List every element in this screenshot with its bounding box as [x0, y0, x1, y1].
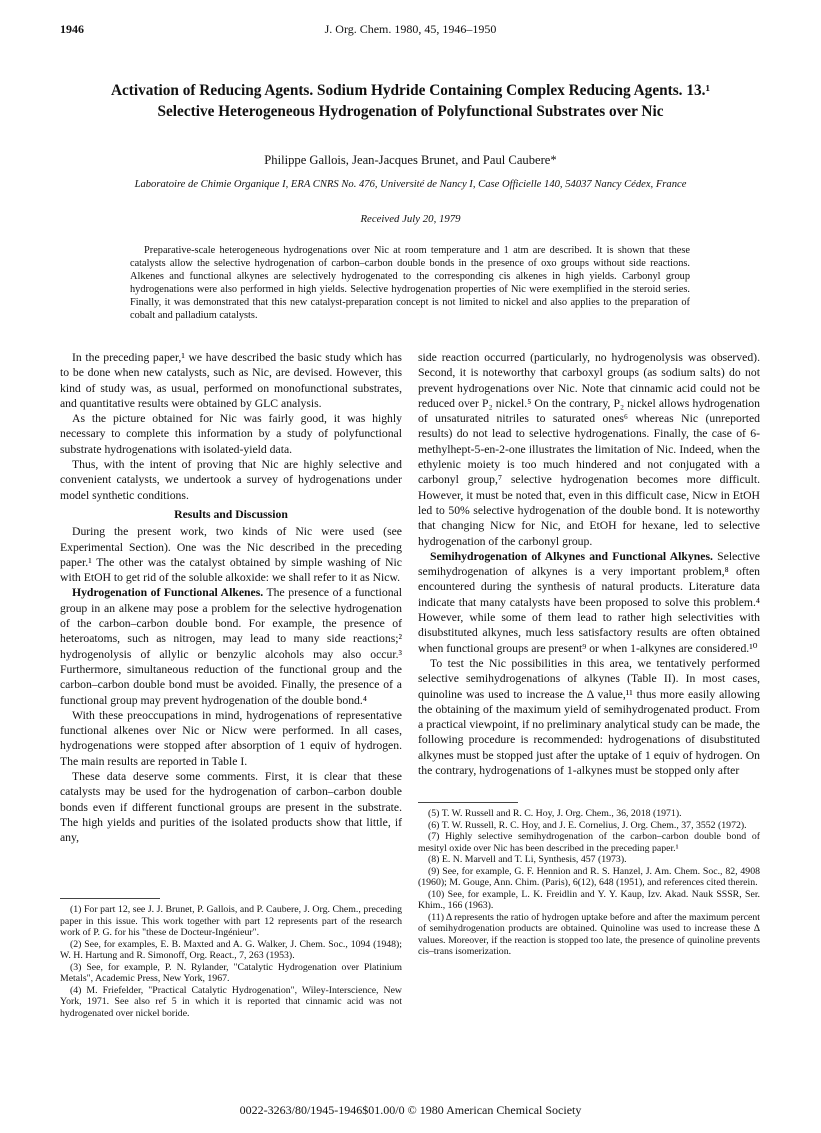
subsection-heading: Hydrogenation of Functional Alkenes. [72, 586, 264, 600]
paragraph-text: The presence of a functional group in an alkene may pose a problem for the selective hydrogenation of the carbon–carbon double bond. For example, the presence of heteroatoms, such as nitrogen, may lead to many side reactions;² hydrogenolysis of allylic or benzylic alcohols may also occur.³ Furthermore, simultaneous reduction of the functional group and the carbon–carbon double bond must be avoided. Finally, the presence of a functional group may prevent hydrogenation of the double bond.⁴ [60, 586, 402, 707]
footnote: (5) T. W. Russell and R. C. Hoy, J. Org. Chem., 36, 2018 (1971). [428, 808, 682, 819]
footnotes-left [60, 904, 402, 1019]
copyright-line: 0022-3263/80/1945-1946$01.00/0 © 1980 American Chemical Society [239, 1103, 582, 1117]
footnotes-right [418, 808, 760, 958]
paragraph: With these preoccupations in mind, hydrogenations of representative functional alkenes over Nic or Nicw were performed. In all cases, hydrogenations were stopped after absorption of 1 equiv of hydrogen. The main results are reported in Table I. [60, 708, 402, 768]
paragraph [60, 585, 402, 707]
paragraph: Thus, with the intent of proving that Nic are highly selective and convenient catalysts, we undertook a survey of hydrogenations under model synthetic conditions. [60, 458, 402, 502]
footnote: (2) See, for examples, E. B. Maxted and A. G. Walker, J. Chem. Soc., 1094 (1948); W. H. Hartung and R. Simonoff, Org. React., 7, 263 (1953). [60, 938, 402, 961]
footnote: (3) See, for example, P. N. Rylander, "Catalytic Hydrogenation over Platinium Metals", Academic Press, New York, 1967. [60, 961, 402, 984]
section-heading: Results and Discussion [174, 507, 288, 521]
paragraph [418, 549, 760, 656]
footnote: (1) For part 12, see J. J. Brunet, P. Gallois, and P. Caubere, J. Org. Chem., preceding paper in this issue. This work together with part 12 represents part of the research work of P. G. for his "these de Docteur-Ingénieur". [60, 904, 402, 938]
paragraph: side reaction occurred (particularly, no hydrogenolysis was observed). Second, it is noteworthy that carboxyl groups (as sodium salts) do not prevent hydrogenations over Nic. Note that cinnamic acid could not be reduced over P₂ nickel.⁵ On the contrary, P₂ nickel allows hydrogenation of unsaturated nitriles to saturated ones⁶ whereas Nic (unreported results) do not lead to selective hydrogenations. Finally, the case of 6-methylhept-5-en-2-one illustrates the limitation of Nic. Indeed, when the ethylenic moiety is too much hindered and not conjugated with a carbonyl group,⁷ selective hydrogenation becomes more difficult. However, it must be noted that, even in this difficult case, Nicw in EtOH led to 50% selective hydrogenation of the double bond. It is noteworthy that changing Nicw for Nic, and EtOH for hexane, led to selective hydrogenation of the carbonyl group. [418, 351, 760, 548]
footnote: (8) E. N. Marvell and T. Li, Synthesis, 457 (1973). [428, 854, 627, 865]
paragraph: These data deserve some comments. First, it is clear that these catalysts may be used for the hydrogenation of carbon–carbon double bonds even if different functional groups are present in the substrate. The high yields and purities of the isolated products show that little, if any, [60, 770, 402, 845]
affiliation: Laboratoire de Chimie Organique I, ERA CNRS No. 476, Université de Nancy I, Case Officielle 140, 54037 Nancy Cédex, France [134, 179, 687, 190]
footnote: (9) See, for example, G. F. Hennion and R. S. Hanzel, J. Am. Chem. Soc., 82, 4908 (1960); M. Gouge, Ann. Chim. (Paris), 6(12), 648 (1951), and references cited therein. [418, 865, 760, 888]
paragraph: During the present work, two kinds of Nic were used (see Experimental Section). One was the Nic described in the preceding paper.¹ The other was the catalyst obtained by simple washing of Nic with EtOH to get rid of the soluble alkoxide: we shall refer to it as Nicw. [60, 525, 402, 585]
footnote: (11) Δ represents the ratio of hydrogen uptake before and after the maximum percent of semihydrogenation products are obtained. Quinoline was used to increase these Δ values. Moreover, if the reaction is stopped too late, the presence of quinoline prevents cis–trans isomerization. [418, 911, 760, 957]
abstract: Preparative-scale heterogeneous hydrogenations over Nic at room temperature and 1 atm are described. It is shown that these catalysts allow the selective hydrogenation of carbon–carbon double bonds in the presence of oxo groups without side reactions. Alkenes and functional alkynes are selectively hydrogenated to the corresponding cis alkenes in high yields. Carbonyl group hydrogenations were also performed in high yields. Selective hydrogenation properties of Nic were exemplified in the steroid series. Finally, it was demonstrated that this new catalyst-preparation concept is not limited to nickel and also applies to the preparation of cobalt and palladium catalysts. [130, 245, 690, 322]
received-date: Received July 20, 1979 [360, 213, 461, 225]
paragraph: As the picture obtained for Nic was fairly good, it was highly necessary to complete this information by a study of polyfunctional substrate hydrogenations with isolated-yield data. [60, 412, 402, 456]
footnote: (4) M. Friefelder, "Practical Catalytic Hydrogenation", Wiley-Interscience, New York, 1971. See also ref 5 in which it is reported that cinnamic acid was not hydrogenated over nickel boride. [60, 984, 402, 1019]
paragraph: To test the Nic possibilities in this area, we tentatively performed selective semihydrogenations of alkynes (Table II). In most cases, quinoline was used to increase the Δ value,¹¹ thus more easily allowing the obtaining of the maximum yield of semihydrogenated product. From a practical viewpoint, if no preliminary analytical study can be made, the following procedure is recommended: hydrogenations of disubstituted alkynes must be stopped just after the uptake of 1 equiv of hydrogen. On the contrary, hydrogenations of 1-alkynes must be stopped only after [418, 656, 760, 778]
author-list: Philippe Gallois, Jean-Jacques Brunet, and Paul Caubere* [264, 153, 557, 167]
footnote: (7) Highly selective semihydrogenation of the carbon–carbon double bond of mesityl oxide over Nic has been described in the preceding paper.¹ [418, 831, 760, 854]
running-header [60, 22, 761, 38]
article-title: Activation of Reducing Agents. Sodium Hydride Containing Complex Reducing Agents. 13.¹ Selective Heterogeneous Hydrogenation of Polyfunctional Substrates over Nic [110, 82, 711, 120]
subsection-heading: Semihydrogenation of Alkynes and Functional Alkynes. [430, 549, 713, 563]
left-column [60, 350, 402, 846]
footnote: (6) T. W. Russell, R. C. Hoy, and J. E. Cornelius, J. Org. Chem., 37, 3552 (1972). [428, 819, 747, 831]
page-number: 1946 [60, 22, 84, 36]
footnote: (10) See, for example, L. K. Freidlin and Y. Y. Kaup, Izv. Akad. Nauk SSSR, Ser. Khim., 166 (1963). [418, 888, 760, 911]
right-column [418, 350, 760, 778]
paragraph-text: Selective semihydrogenation of alkynes is a very important problem,⁸ often encountered during the synthesis of natural products. Literature data indicate that many catalysts have been proposed to solve this problem.⁴ However, while some of them lead to rather high selectivities with disubstituted alkynes, much less satisfactory results are often obtained when functional groups are present⁹ or when 1-alkynes are considered.¹⁰ [418, 549, 760, 655]
footnote-divider [60, 898, 160, 899]
footnote-divider [418, 802, 518, 803]
paragraph: In the preceding paper,¹ we have described the basic study which has to be done when new catalysts, such as Nic, are devised. However, this kind of study was, as usual, performed on monofunctional substrates, and quantitative results were obtained by GLC analysis. [60, 351, 402, 410]
journal-citation: J. Org. Chem. 1980, 45, 1946–1950 [324, 22, 497, 36]
